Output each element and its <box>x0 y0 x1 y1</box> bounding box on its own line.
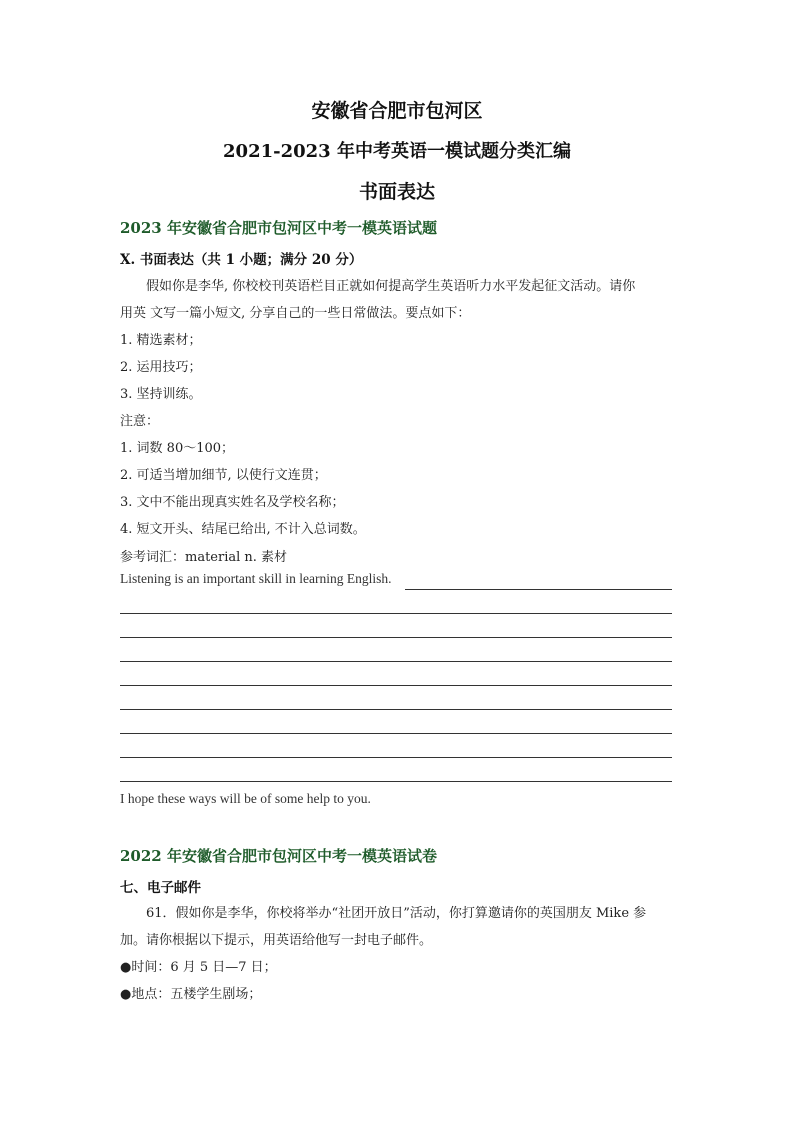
prompt-2022-line-2: 加。请你根据以下提示，用英语给他写一封电子邮件。 <box>120 933 433 948</box>
notes-label: 注意： <box>120 414 160 429</box>
section-heading-2022: 2022 年安徽省合肥市包河区中考一模英语试卷 <box>120 847 437 865</box>
essay-closing-sentence: I hope these ways will be of some help to you. <box>120 791 371 806</box>
answer-line[interactable] <box>120 781 672 782</box>
prompt-2022-line-1: 61．假如你是李华，你校将举办“社团开放日”活动，你打算邀请你的英国朋友 Mike 参 <box>146 906 647 921</box>
document-title-region: 安徽省合肥市包河区 <box>311 100 483 122</box>
part-heading-2023: X. 书面表达（共 1 小题；满分 20 分） <box>120 252 363 268</box>
note-item: 3. 文中不能出现真实姓名及学校名称； <box>120 495 345 510</box>
point-item: 2. 运用技巧； <box>120 360 202 375</box>
bullet-item-time: ●时间：6 月 5 日—7 日； <box>120 960 277 975</box>
answer-line[interactable] <box>405 589 672 590</box>
note-item: 1. 词数 80～100； <box>120 441 235 456</box>
note-item: 4. 短文开头、结尾已给出, 不计入总词数。 <box>120 522 366 537</box>
answer-line[interactable] <box>120 661 672 662</box>
bullet-item-location: ●地点：五楼学生剧场； <box>120 987 262 1002</box>
essay-opening-sentence: Listening is an important skill in learning English. <box>120 571 392 586</box>
point-item: 1. 精选素材； <box>120 333 202 348</box>
answer-line[interactable] <box>120 613 672 614</box>
document-title-years: 2021-2023 年中考英语一模试题分类汇编 <box>223 141 571 162</box>
document-title-topic: 书面表达 <box>358 181 435 203</box>
vocabulary-hint: 参考词汇：material n. 素材 <box>120 550 288 565</box>
point-item: 3. 坚持训练。 <box>120 387 202 402</box>
answer-line[interactable] <box>120 709 672 710</box>
answer-line[interactable] <box>120 637 672 638</box>
answer-line[interactable] <box>120 757 672 758</box>
answer-line[interactable] <box>120 685 672 686</box>
prompt-line-1: 假如你是李华, 你校校刊英语栏目正就如何提高学生英语听力水平发起征文活动。请你 <box>146 279 636 294</box>
part-heading-2022: 七、电子邮件 <box>120 880 201 896</box>
prompt-line-2: 用英 文写一篇小短文, 分享自己的一些日常做法。要点如下： <box>120 306 471 321</box>
note-item: 2. 可适当增加细节, 以使行文连贯； <box>120 468 327 483</box>
section-heading-2023: 2023 年安徽省合肥市包河区中考一模英语试题 <box>120 219 437 237</box>
answer-line[interactable] <box>120 733 672 734</box>
